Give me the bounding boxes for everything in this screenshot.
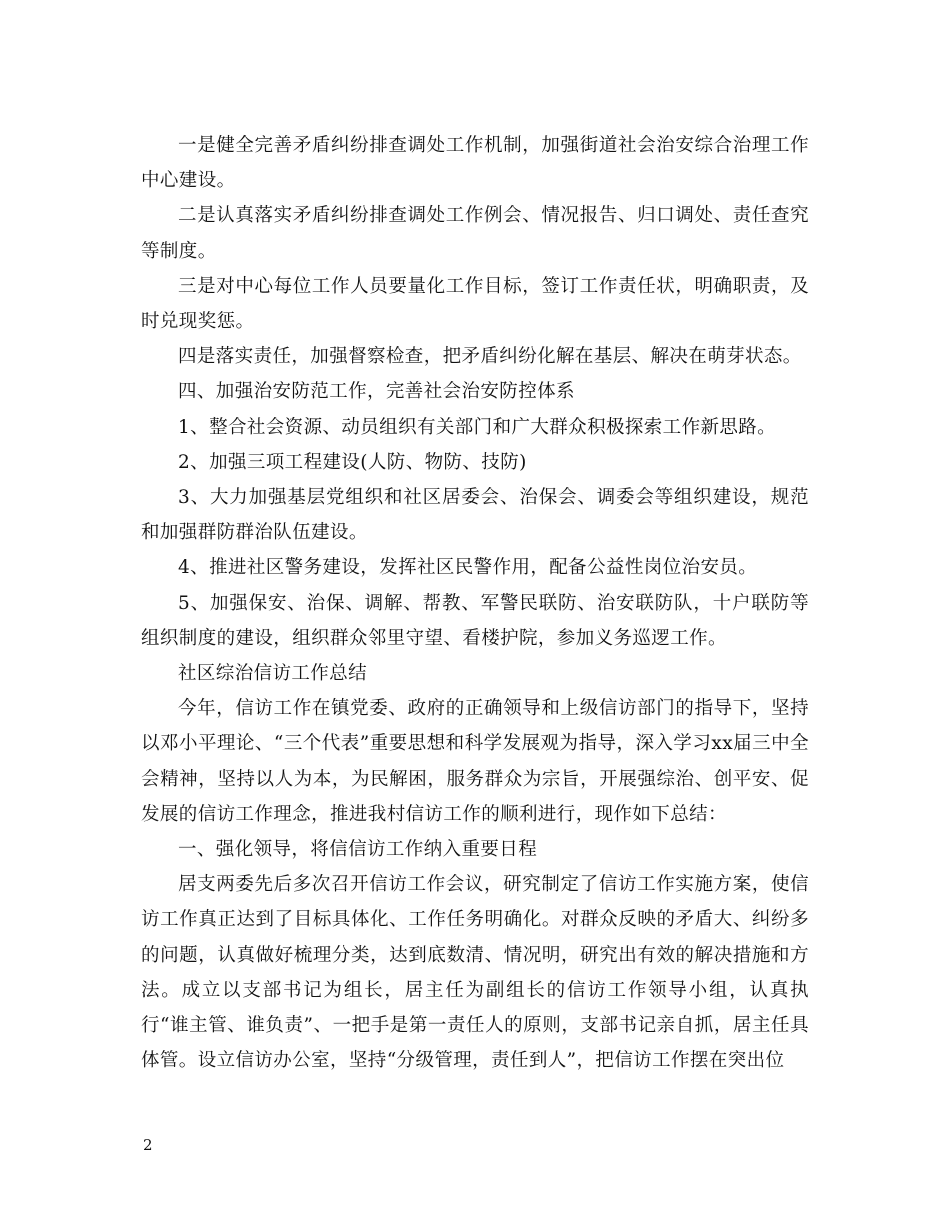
list-item-1: 1、整合社会资源、动员组织有关部门和广大群众积极探索工作新思路。 xyxy=(178,416,777,438)
list-item-3: 3、大力加强基层党组织和社区居委会、治保会、调委会等组织建设，规范和加强群防群治队伍建设。 xyxy=(141,487,809,544)
paragraph-4: 四是落实责任，加强督察检查，把矛盾纠纷化解在基层、解决在萌芽状态。 xyxy=(178,346,802,368)
section-heading-4: 四、加强治安防范工作，完善社会治安防控体系 xyxy=(178,381,575,403)
list-item-5: 5、加强保安、治保、调解、帮教、军警民联防、治安联防队，十户联防等组织制度的建设，组织群众邻里守望、看楼护院，参加义务巡逻工作。 xyxy=(141,592,809,649)
paragraph-3: 三是对中心每位工作人员要量化工作目标，签订工作责任状，明确职责，及时兑现奖惩。 xyxy=(141,275,809,333)
paragraph-1: 一是健全完善矛盾纠纷排查调处工作机制，加强街道社会治安综合治理工作中心建设。 xyxy=(141,135,809,192)
body-paragraph: 居支两委先后多次召开信访工作会议，研究制定了信访工作实施方案，使信访工作真正达到了目标具体化、工作任务明确化。对群众反映的矛盾大、纠纷多的问题，认真做好梳理分类，达到底数清、情况明，研究出有效的解决措施和方法。成立以支部书记为组长，居主任为副组长的信访工作领导小组，认真执行“谁主管、谁负责”、一把手是第一责任人的原则，支部书记亲自抓，居主任具体管。设立信访办公室，坚持“分级管理，责任到人”，把信访工作摆在突出位 xyxy=(141,874,809,1072)
page-number: 2 xyxy=(143,1136,153,1154)
section-heading-1: 一、强化领导，将信信访工作纳入重要日程 xyxy=(178,839,538,861)
paragraph-2: 二是认真落实矛盾纠纷排查调处工作例会、情况报告、归口调处、责任查究等制度。 xyxy=(141,205,809,262)
section-title: 社区综治信访工作总结 xyxy=(178,663,368,685)
document-body xyxy=(141,128,809,1078)
list-item-2: 2、加强三项工程建设(人防、物防、技防) xyxy=(178,451,527,473)
intro-paragraph: 今年，信访工作在镇党委、政府的正确领导和上级信访部门的指导下，坚持以邓小平理论、“三个代表”重要思想和科学发展观为指导，深入学习xx届三中全会精神，坚持以人为本，为民解困，服务群众为宗旨，开展强综治、创平安、促发展的信访工作理念，推进我村信访工作的顺利进行，现作如下总结： xyxy=(141,698,809,825)
list-item-4: 4、推进社区警务建设，发挥社区民警作用，配备公益性岗位治安员。 xyxy=(178,557,758,579)
